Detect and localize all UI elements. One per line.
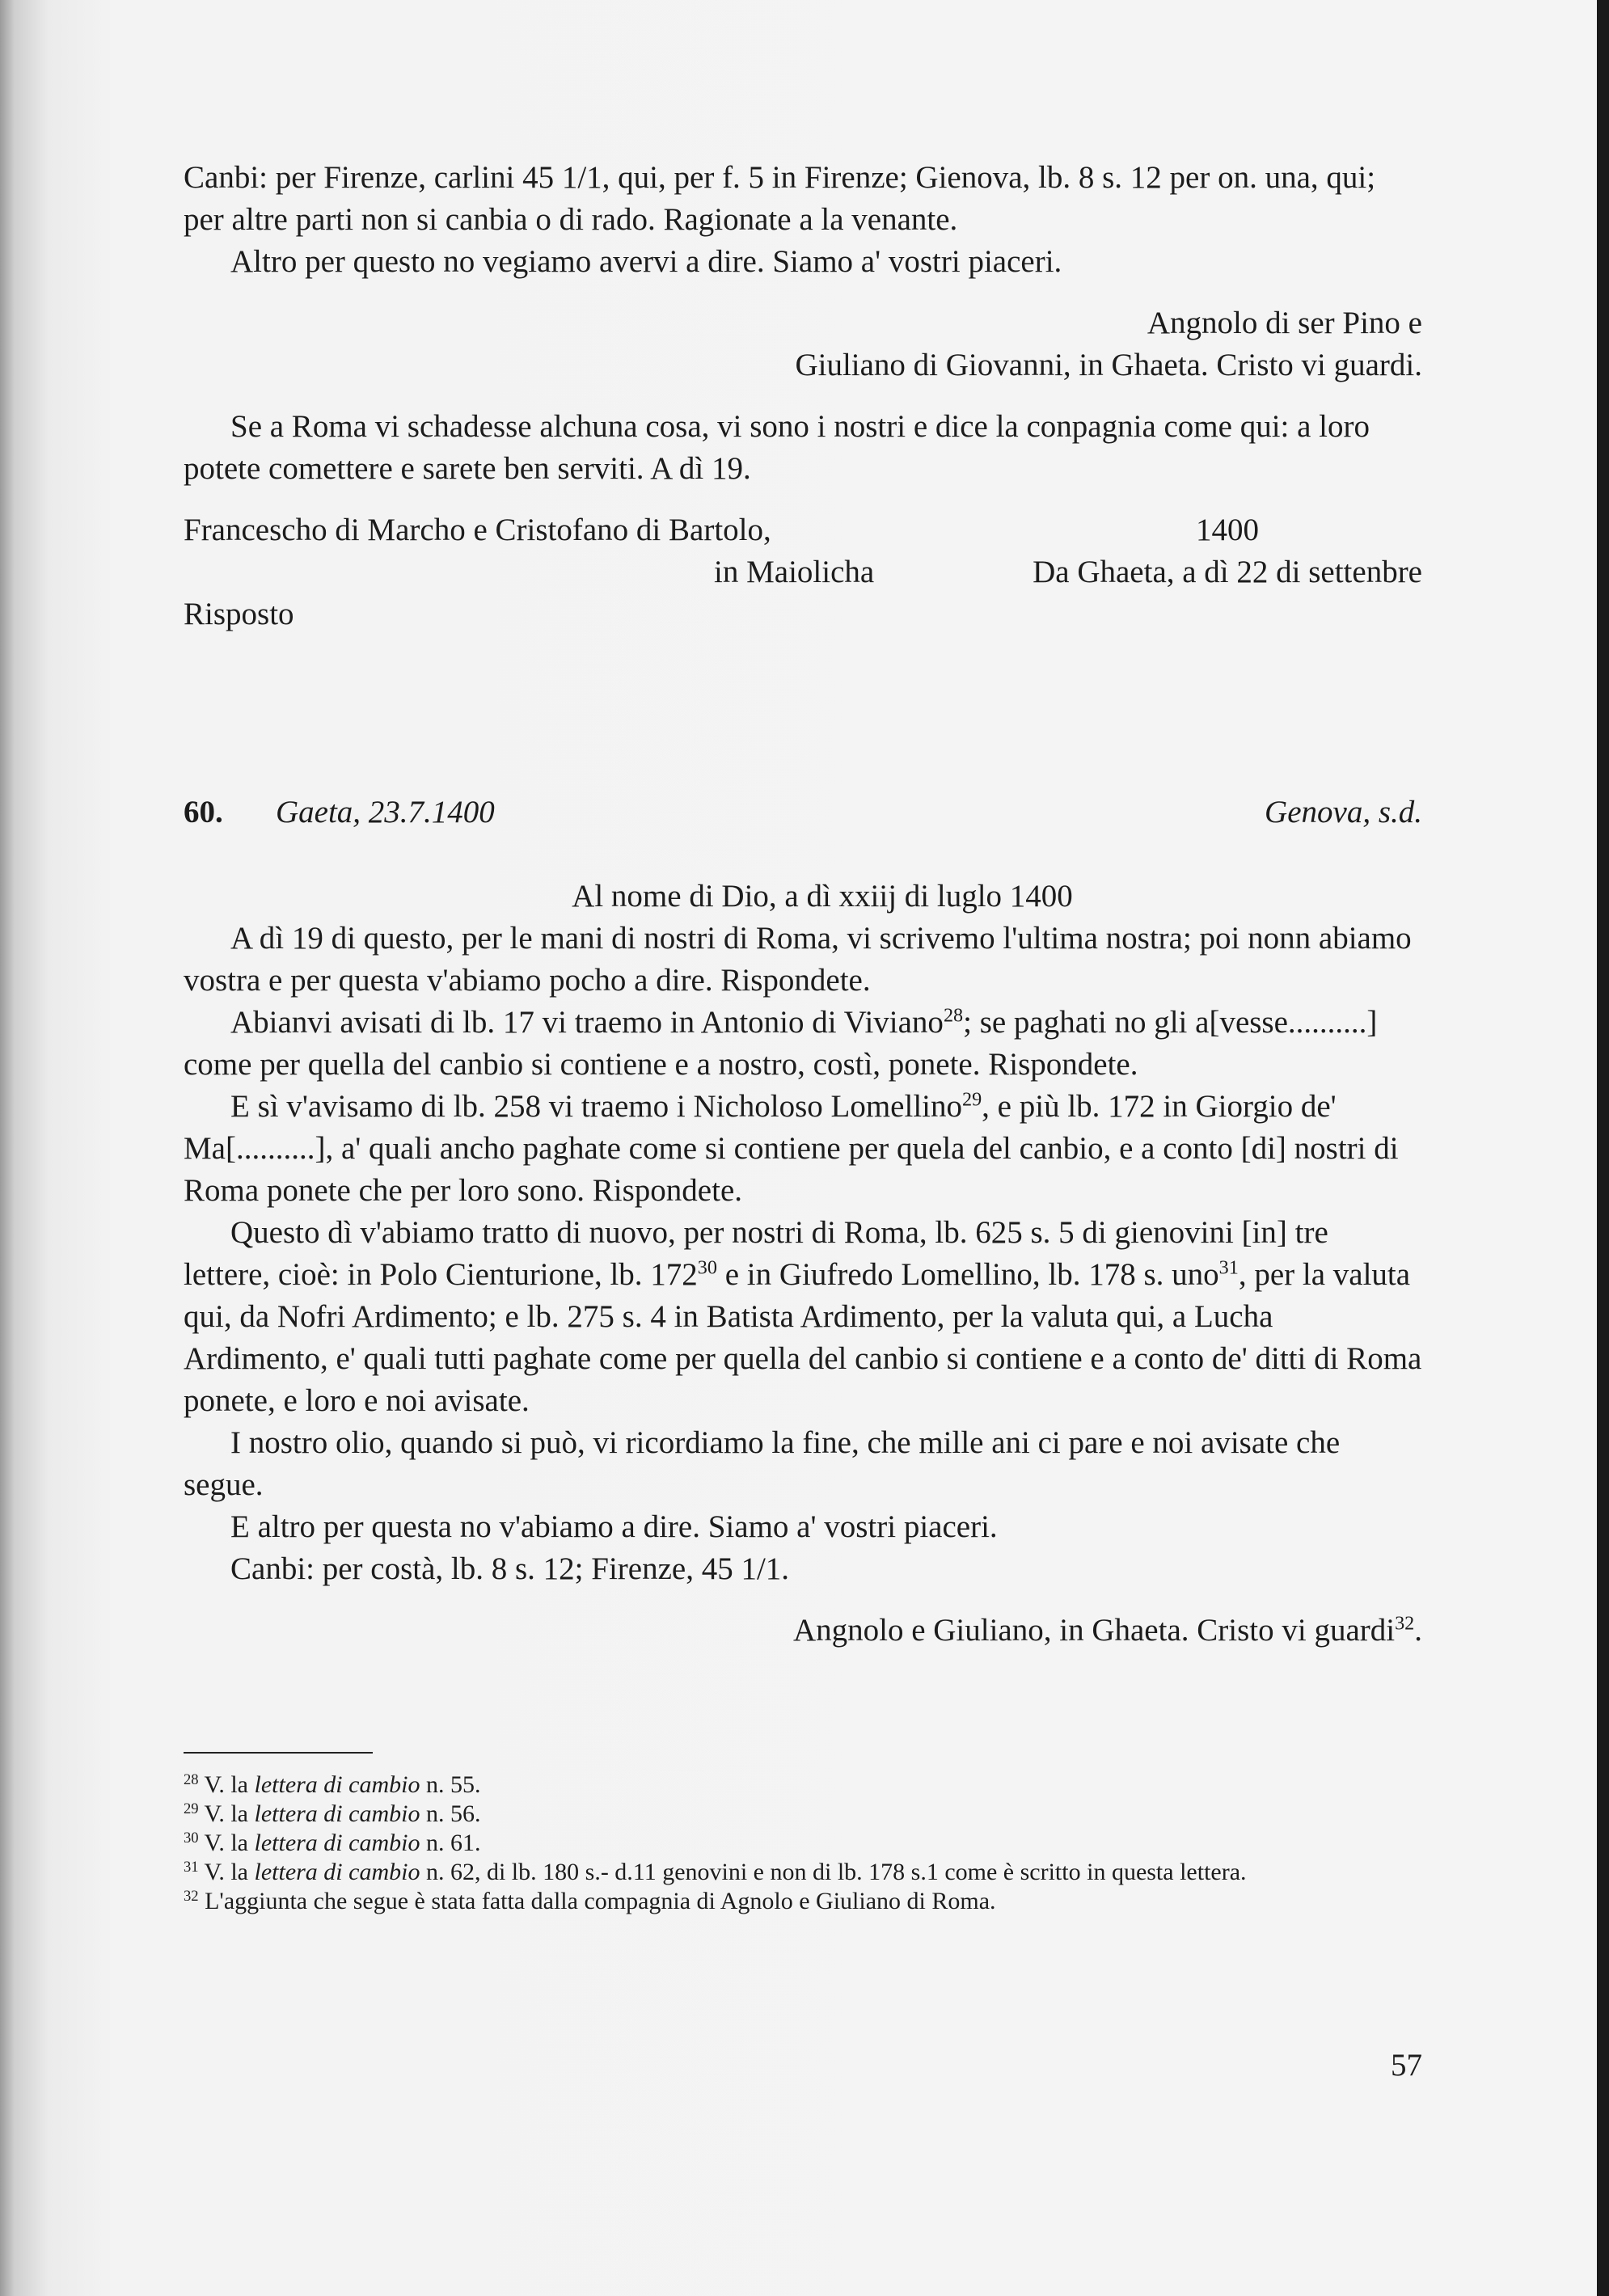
letter-60 (184, 791, 1422, 1652)
page-number: 57 (1391, 2048, 1422, 2083)
signature-line-2: Giuliano di Giovanni, in Ghaeta. Cristo vi guardi. (795, 348, 1422, 382)
letter-paragraph-6: E altro per questa no v'abiamo a dire. Siamo a' vostri piaceri. (230, 1509, 998, 1544)
address-row-2 (184, 551, 1422, 593)
risposto-label: Risposto (184, 597, 294, 631)
footnote-ref-31[interactable]: 31 (1218, 1256, 1239, 1279)
letter-paragraph-2: Abianvi avisati di lb. 17 vi traemo in Antonio di Viviano$^{28}$; se paghati no gli a[vesse..........] come per quella del canbio si contiene e a nostro, costì, ponete. Rispondete. (184, 1004, 1378, 1082)
previous-letter-ending (184, 157, 1422, 635)
dateline: Da Ghaeta, a dì 22 di settenbre (1033, 555, 1422, 589)
letter-destination: Genova, s.d. (1265, 795, 1422, 829)
invocation: Al nome di Dio, a dì xxiij di luglo 1400 (572, 879, 1073, 914)
address-line-2: in Maiolicha (714, 555, 875, 589)
signature-line-1: Angnolo di ser Pino e (1147, 306, 1422, 340)
postscript-paragraph: Se a Roma vi schadesse alchuna cosa, vi sono i nostri e dice la conpagnia come qui: a loro potete comettere e sarete ben serviti. A dì 19. (184, 409, 1370, 486)
letter-paragraph-1: A dì 19 di questo, per le mani di nostri di Roma, vi scrivemo l'ultima nostra; poi nonn abiamo vostra e per questa v'abiamo pocho a dire. Rispondete. (184, 921, 1412, 998)
address-line-1: Francescho di Marcho e Cristofano di Bartolo, (184, 513, 771, 547)
footnote-31: $^{31}$ V. la lettera di cambio n. 62, di lb. 180 s.- d.11 genovini e non di lb. 178 s.1 come è scritto in questa lettera. (184, 1858, 1247, 1885)
exchange-rates-paragraph: Canbi: per Firenze, carlini 45 1/1, qui, per f. 5 in Firenze; Gienova, lb. 8 s. 12 per on. una, qui; per altre parti non si canbia o di rado. Ragionate a la venante. (184, 160, 1376, 237)
letter-number: 60. (184, 795, 223, 829)
letter-signature: Angnolo e Giuliano, in Ghaeta. Cristo vi guardi$^{32}$. (792, 1612, 1422, 1648)
footnote-ref-28[interactable]: 28 (943, 1004, 964, 1027)
footnote-rule (184, 1752, 373, 1754)
letter-heading (184, 791, 1422, 840)
letter-origin: Gaeta, 23.7.1400 (276, 795, 495, 829)
risposto-row (184, 593, 1422, 635)
year: 1400 (1196, 513, 1259, 547)
footnote-30: $^{30}$ V. la lettera di cambio n. 61. (184, 1829, 481, 1856)
footnotes (184, 1771, 1422, 1916)
closing-paragraph: Altro per questo no vegiamo avervi a dire. Siamo a' vostri piaceri. (230, 244, 1062, 279)
footnote-ref-32[interactable]: 32 (1395, 1612, 1415, 1635)
footnote-ref-29[interactable]: 29 (962, 1088, 982, 1111)
letter-paragraph-4: Questo dì v'abiamo tratto di nuovo, per nostri di Roma, lb. 625 s. 5 di gienovini [in] tre lettere, cioè: in Polo Cienturione, lb. $172^{30}$ e in Giufredo Lomellino, lb. 178 s. uno$^{31}$, per la valuta qui, da Nofri Ardimento; e lb. 275 s. 4 in Batista Ardimento, per la valuta qui, a Lucha Ardimento, e' quali tutti paghate come per quella del canbio si contiene e a conto de' ditti di Roma ponete, e loro e noi avisate. (184, 1215, 1422, 1418)
letter-paragraph-5: I nostro olio, quando si può, vi ricordiamo la fine, che mille ani ci pare e noi avisate che segue. (184, 1425, 1341, 1502)
footnote-29: $^{29}$ V. la lettera di cambio n. 56. (184, 1800, 481, 1827)
address-row-1 (184, 509, 1422, 551)
footnote-32: $^{32}$ L'aggiunta che segue è stata fatta dalla compagnia di Agnolo e Giuliano di Roma. (184, 1887, 996, 1914)
footnote-28: $^{28}$ V. la lettera di cambio n. 55. (184, 1771, 481, 1798)
footnote-ref-30[interactable]: 30 (697, 1256, 717, 1279)
letter-paragraph-7: Canbi: per costà, lb. 8 s. 12; Firenze, 45 1/1. (230, 1551, 790, 1586)
letter-paragraph-3: E sì v'avisamo di lb. 258 vi traemo i Nicholoso Lomellino$^{29}$, e più lb. 172 in Giorgio de' Ma[..........], a' quali ancho paghate come si contiene per quela del canbio, e a conto [di] nostri di Roma ponete che per loro sono. Rispondete. (184, 1088, 1399, 1208)
